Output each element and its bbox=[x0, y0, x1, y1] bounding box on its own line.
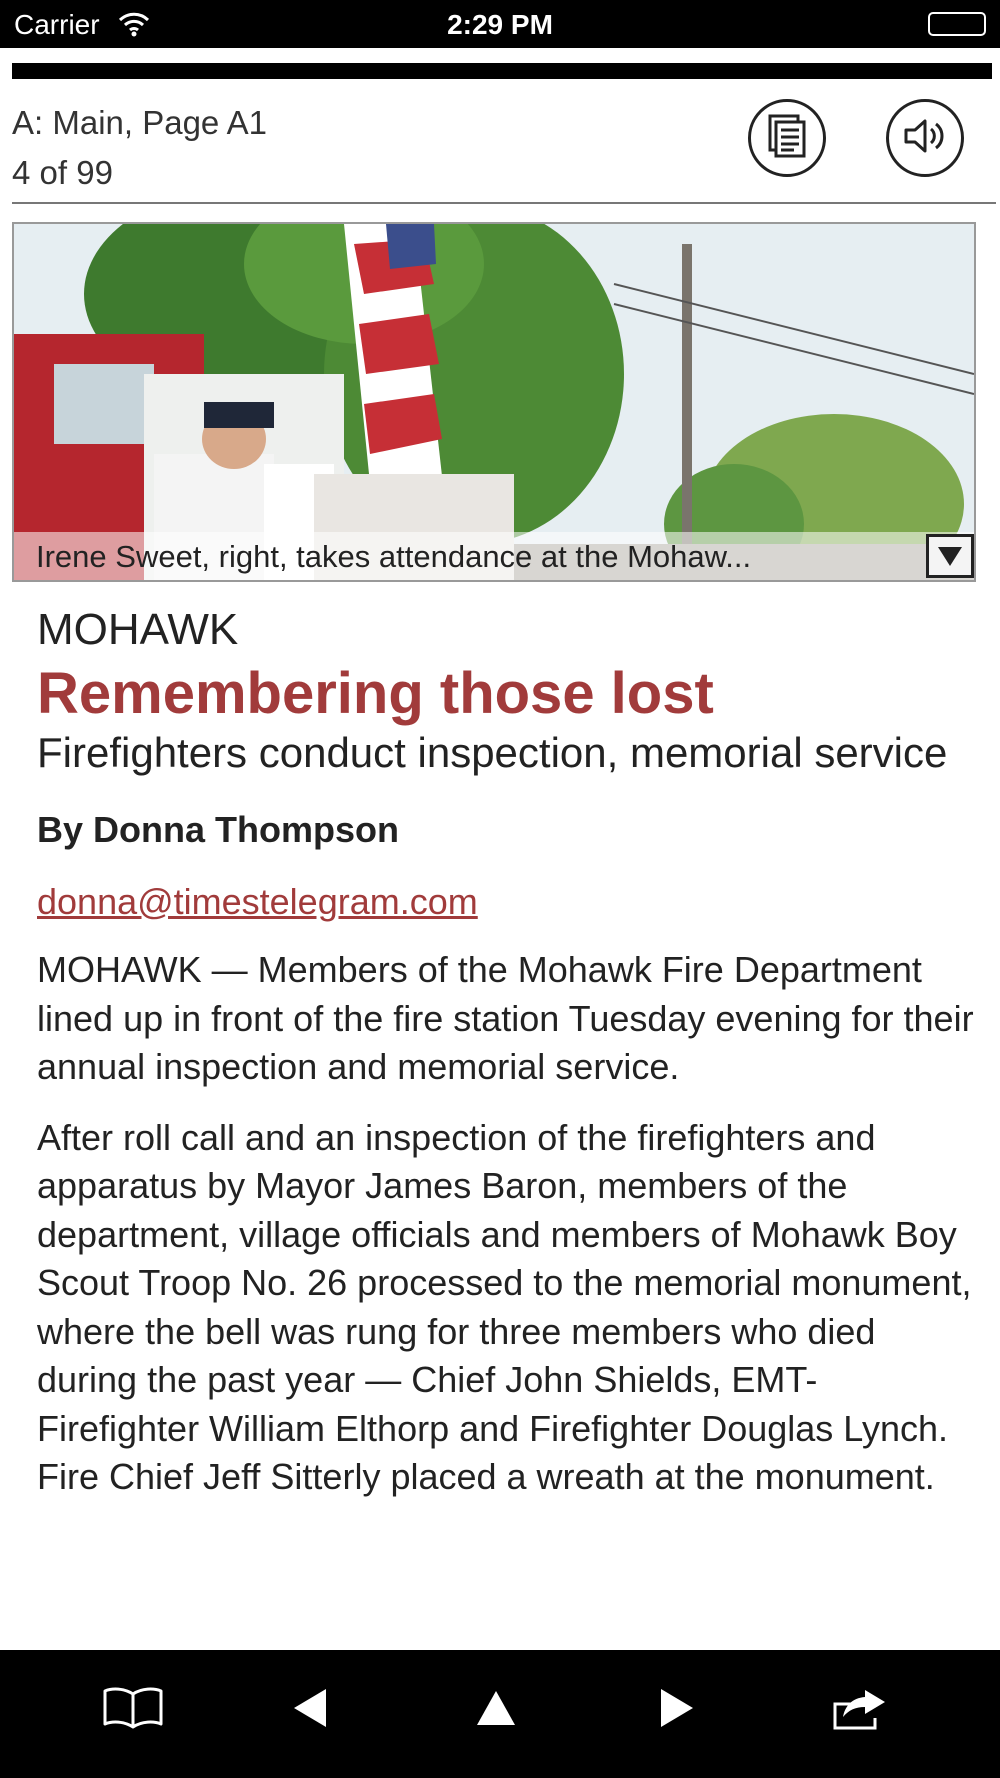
next-button[interactable] bbox=[637, 1680, 717, 1740]
article-photo[interactable] bbox=[12, 222, 976, 582]
status-bar bbox=[0, 0, 1000, 48]
previous-icon bbox=[290, 1687, 330, 1734]
bottom-toolbar bbox=[0, 1650, 1000, 1778]
audio-button[interactable] bbox=[886, 99, 964, 177]
article-paragraph: MOHAWK — Members of the Mohawk Fire Department lined up in front of the fire station Tuesday evening for their annual inspection and memorial service. bbox=[37, 949, 974, 1087]
battery-icon bbox=[928, 12, 986, 36]
article-kicker: MOHAWK bbox=[37, 605, 239, 654]
article-deck: Firefighters conduct inspection, memorial service bbox=[37, 729, 948, 776]
triangle-down-icon bbox=[936, 544, 964, 568]
previous-button[interactable] bbox=[270, 1680, 350, 1740]
article-body bbox=[37, 606, 977, 1502]
page-count: 4 of 99 bbox=[12, 154, 113, 191]
photo-caption: Irene Sweet, right, takes attendance at the Mohaw... bbox=[36, 539, 752, 574]
caption-expand-button[interactable] bbox=[926, 534, 974, 578]
pages-icon bbox=[766, 114, 808, 163]
status-time: 2:29 PM bbox=[447, 9, 553, 40]
top-divider bbox=[12, 63, 992, 79]
book-icon bbox=[102, 1686, 164, 1735]
photo-caption-bar bbox=[14, 532, 974, 580]
speaker-icon bbox=[903, 116, 947, 161]
share-button[interactable] bbox=[820, 1680, 900, 1740]
article-paragraph: After roll call and an inspection of the firefighters and apparatus by Mayor James Baron, members of the department, village officials and members of Mohawk Boy Scout Troop No. 26 processed to the memorial monument, where the bell was rung for three members who died during the past year — Chief John Shields, EMT-Firefighter William Elthorp and Firefighter Douglas Lynch. Fire Chief Jeff Sitterly placed a wreath at the monument. bbox=[37, 1116, 972, 1497]
book-button[interactable] bbox=[93, 1680, 173, 1740]
section-label: A: Main, Page A1 bbox=[12, 104, 267, 141]
pages-button[interactable] bbox=[748, 99, 826, 177]
up-icon bbox=[475, 1689, 517, 1732]
header-divider bbox=[12, 202, 996, 204]
up-button[interactable] bbox=[456, 1680, 536, 1740]
author-email-link[interactable]: donna@timestelegram.com bbox=[37, 881, 478, 922]
carrier-label: Carrier bbox=[14, 9, 100, 40]
next-icon bbox=[657, 1687, 697, 1734]
share-icon bbox=[831, 1686, 889, 1735]
photo-illustration bbox=[14, 224, 976, 582]
article-headline: Remembering those lost bbox=[37, 661, 714, 726]
article-byline: By Donna Thompson bbox=[37, 809, 399, 850]
